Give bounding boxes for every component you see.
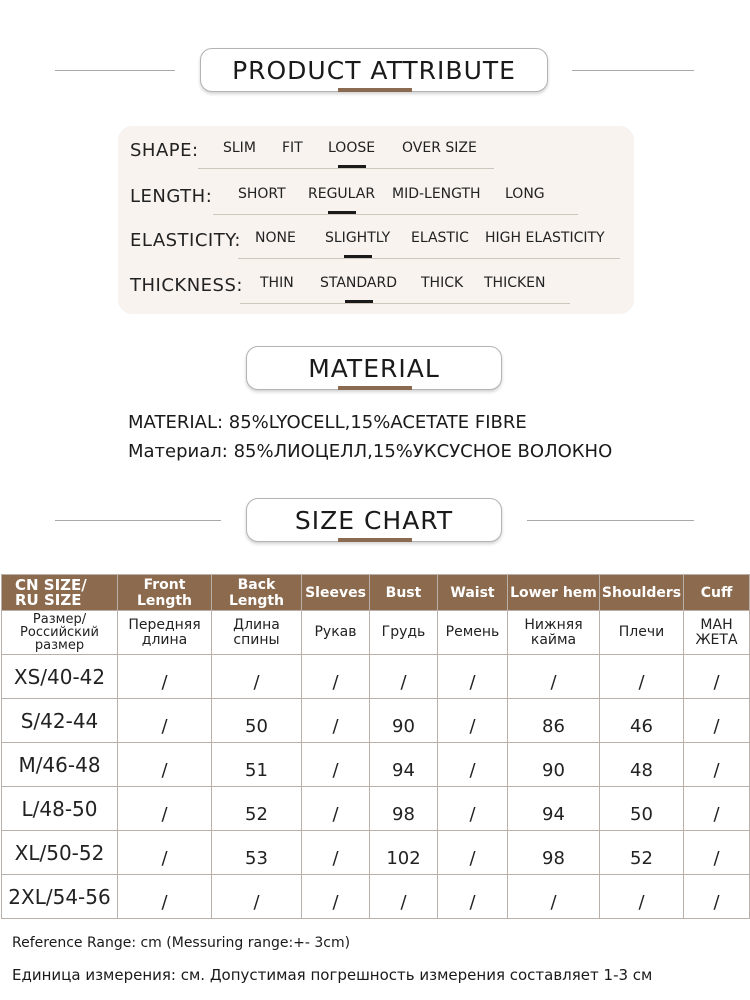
attr-option: MID-LENGTH xyxy=(392,186,481,202)
table-cell: / xyxy=(438,831,508,875)
table-cell: / xyxy=(684,831,750,875)
table-cell: 53 xyxy=(212,831,302,875)
material-en-value: 85%LYOCELL,15%ACETATE FIBRE xyxy=(228,412,527,433)
product-attribute-header xyxy=(0,48,750,96)
table-cell: / xyxy=(118,787,212,831)
reference-note-ru: Единица измерения: см. Допустимая погрешность измерения составляет 1-3 см xyxy=(12,966,653,984)
divider-left xyxy=(55,520,221,521)
section-title-pill xyxy=(246,346,502,390)
table-row xyxy=(2,787,750,831)
attr-option: THICKEN xyxy=(484,275,546,291)
attr-option-selected: LOOSE xyxy=(328,140,376,156)
table-cell: / xyxy=(438,655,508,699)
column-header-ru: Плечи xyxy=(600,611,684,655)
table-cell: / xyxy=(118,655,212,699)
table-cell: / xyxy=(118,699,212,743)
column-header: Lower hem xyxy=(508,575,600,611)
table-cell: 46 xyxy=(600,699,684,743)
column-header-ru: Грудь xyxy=(370,611,438,655)
table-row xyxy=(2,699,750,743)
attr-option: THIN xyxy=(260,275,294,291)
table-cell: / xyxy=(212,655,302,699)
table-row xyxy=(2,655,750,699)
attr-option: SLIM xyxy=(223,140,256,156)
material-ru-value: 85%ЛИОЦЕЛЛ,15%УКСУСНОЕ ВОЛОКНО xyxy=(233,441,613,462)
table-cell: / xyxy=(508,875,600,919)
attr-option-selected: SLIGHTLY xyxy=(325,230,391,246)
table-cell: / xyxy=(684,699,750,743)
table-cell: 90 xyxy=(508,743,600,787)
attr-underline xyxy=(238,258,620,259)
attr-row-elasticity xyxy=(118,230,634,260)
table-cell: / xyxy=(302,699,370,743)
table-cell: 51 xyxy=(212,743,302,787)
column-header-ru: Размер/ Российский размер xyxy=(2,611,118,655)
attr-label: THICKNESS: xyxy=(130,275,243,296)
title-accent xyxy=(338,538,412,542)
section-title-pill xyxy=(200,48,548,92)
table-cell: 86 xyxy=(508,699,600,743)
reference-note-en: Reference Range: cm (Messuring range:+- 3cm) xyxy=(12,935,351,951)
attr-row-shape xyxy=(118,140,634,170)
section-title-pill xyxy=(246,498,502,542)
size-label-cell: M/46-48 xyxy=(2,743,118,787)
column-header-ru: Нижняя кайма xyxy=(508,611,600,655)
table-cell: / xyxy=(684,743,750,787)
table-cell: / xyxy=(370,875,438,919)
material-ru xyxy=(128,441,612,462)
material-header xyxy=(0,346,750,394)
attr-row-length xyxy=(118,186,634,216)
column-header-ru: Ремень xyxy=(438,611,508,655)
table-cell: 102 xyxy=(370,831,438,875)
table-header-en xyxy=(2,575,750,611)
size-chart-header xyxy=(0,498,750,546)
table-row xyxy=(2,831,750,875)
attr-option: ELASTIC xyxy=(411,230,469,246)
table-cell: / xyxy=(302,787,370,831)
table-cell: / xyxy=(438,875,508,919)
attr-option: OVER SIZE xyxy=(402,140,477,156)
material-en xyxy=(128,412,527,433)
attr-label: SHAPE: xyxy=(130,140,199,161)
title-accent xyxy=(338,386,412,390)
table-cell: 94 xyxy=(370,743,438,787)
table-cell: / xyxy=(684,655,750,699)
size-label-cell: L/48-50 xyxy=(2,787,118,831)
size-label-cell: XS/40-42 xyxy=(2,655,118,699)
table-cell: / xyxy=(118,831,212,875)
table-cell: / xyxy=(684,875,750,919)
divider-right xyxy=(527,520,694,521)
attr-option: NONE xyxy=(255,230,296,246)
column-header-ru: МАН ЖЕТА xyxy=(684,611,750,655)
attr-option-selected: STANDARD xyxy=(320,275,398,291)
column-header-ru: Передняя длина xyxy=(118,611,212,655)
table-cell: / xyxy=(684,787,750,831)
section-title: SIZE CHART xyxy=(294,505,454,535)
column-header: CN SIZE/ RU SIZE xyxy=(2,575,118,611)
section-title: MATERIAL xyxy=(308,353,440,383)
column-header: Sleeves xyxy=(302,575,370,611)
material-en-label: MATERIAL: xyxy=(128,412,224,433)
size-label-cell: S/42-44 xyxy=(2,699,118,743)
table-cell: / xyxy=(302,831,370,875)
table-cell: / xyxy=(600,655,684,699)
divider-left xyxy=(55,70,175,71)
section-title: PRODUCT ATTRIBUTE xyxy=(232,55,516,85)
attr-row-thickness xyxy=(118,275,634,305)
table-cell: 52 xyxy=(600,831,684,875)
table-row xyxy=(2,743,750,787)
table-cell: / xyxy=(600,875,684,919)
attr-option: THICK xyxy=(421,275,464,291)
table-cell: / xyxy=(438,699,508,743)
size-label-cell: XL/50-52 xyxy=(2,831,118,875)
table-cell: 52 xyxy=(212,787,302,831)
attr-underline xyxy=(240,303,570,304)
table-cell: / xyxy=(438,787,508,831)
table-cell: / xyxy=(118,875,212,919)
attr-option-selected: REGULAR xyxy=(308,186,376,202)
table-cell: 50 xyxy=(600,787,684,831)
divider-right xyxy=(572,70,694,71)
table-row xyxy=(2,875,750,919)
attr-underline xyxy=(198,168,494,169)
table-cell: 50 xyxy=(212,699,302,743)
table-cell: / xyxy=(118,743,212,787)
table-cell: 48 xyxy=(600,743,684,787)
attr-label: LENGTH: xyxy=(130,186,213,207)
attr-option: HIGH ELASTICITY xyxy=(485,230,605,246)
column-header: Back Length xyxy=(212,575,302,611)
size-table xyxy=(1,574,750,919)
table-cell: / xyxy=(212,875,302,919)
attr-option: LONG xyxy=(505,186,545,202)
column-header-ru: Рукав xyxy=(302,611,370,655)
table-cell: / xyxy=(508,655,600,699)
table-cell: / xyxy=(302,743,370,787)
table-cell: / xyxy=(438,743,508,787)
table-cell: / xyxy=(302,875,370,919)
column-header: Waist xyxy=(438,575,508,611)
table-cell: 98 xyxy=(370,787,438,831)
column-header: Cuff xyxy=(684,575,750,611)
column-header: Front Length xyxy=(118,575,212,611)
column-header-ru: Длина спины xyxy=(212,611,302,655)
table-header-ru xyxy=(2,611,750,655)
column-header: Bust xyxy=(370,575,438,611)
table-cell: 94 xyxy=(508,787,600,831)
table-cell: / xyxy=(370,655,438,699)
material-ru-label: Материал: xyxy=(128,441,228,462)
attr-underline xyxy=(213,214,578,215)
table-cell: / xyxy=(302,655,370,699)
title-accent xyxy=(338,88,412,92)
table-cell: 98 xyxy=(508,831,600,875)
column-header: Shoulders xyxy=(600,575,684,611)
attr-label: ELASTICITY: xyxy=(130,230,241,251)
size-label-cell: 2XL/54-56 xyxy=(2,875,118,919)
table-cell: 90 xyxy=(370,699,438,743)
attr-option: FIT xyxy=(282,140,303,156)
attribute-panel xyxy=(118,126,634,314)
attr-option: SHORT xyxy=(238,186,286,202)
